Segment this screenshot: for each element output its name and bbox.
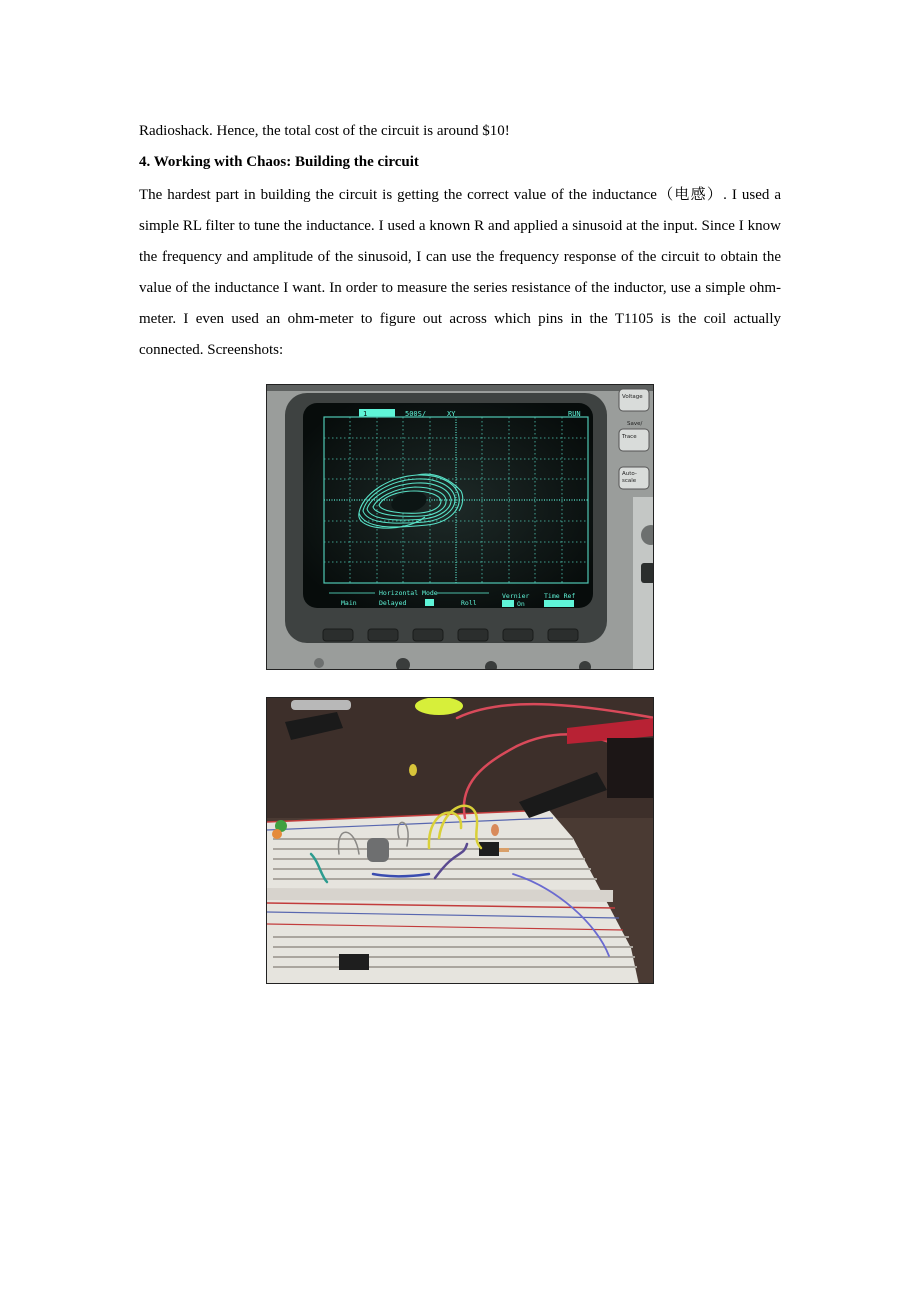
- crt-screen: [303, 403, 593, 608]
- breadboard-photo: [266, 697, 654, 984]
- auto-label: Auto-: [622, 471, 637, 477]
- scale-label: scale: [622, 478, 637, 484]
- inductor: [367, 838, 389, 862]
- mode-label: XY: [447, 410, 456, 418]
- menu-vernier: Vernier: [502, 592, 530, 600]
- body-paragraph: The hardest part in building the circuit is getting the correct value of the inductance（电感）. I used a simple RL filter to tune the inductance. I used a known R and applied a sinusoid at the input. Since I know the frequency and amplitude of the sinusoid, I can use the frequency response of the circuit to obtain the value of the inductance I want. In order to measure the series resistance of the inductor, use a simple ohm-meter. I even used an ohm-meter to figure out across which pins in the T1105 is the coil actually connected. Screenshots:: [139, 187, 781, 358]
- menu-timeref: Time Ref: [544, 592, 576, 600]
- oscilloscope-photo: [266, 384, 654, 670]
- timebase-label: 500S/: [405, 410, 427, 418]
- save-label: Save/: [627, 421, 643, 427]
- menu-title: Horizontal Mode: [379, 589, 438, 597]
- ic-chip: [479, 842, 499, 856]
- oscilloscope-illustration: [267, 385, 654, 670]
- ic-chip: [339, 954, 369, 970]
- section-heading: 4. Working with Chaos: Building the circuit: [139, 154, 419, 170]
- menu-on: On: [517, 600, 525, 608]
- menu-delayed: Delayed: [379, 599, 407, 607]
- menu-roll: Roll: [461, 599, 477, 607]
- voltage-label: Voltage: [622, 394, 643, 400]
- trace-label: Trace: [622, 434, 637, 440]
- menu-main: Main: [341, 599, 357, 607]
- run-label: RUN: [568, 410, 581, 418]
- channel-label: 1: [363, 410, 368, 418]
- breadboard-illustration: [267, 698, 654, 984]
- text-line: Radioshack. Hence, the total cost of the circuit is around $10!: [139, 123, 510, 139]
